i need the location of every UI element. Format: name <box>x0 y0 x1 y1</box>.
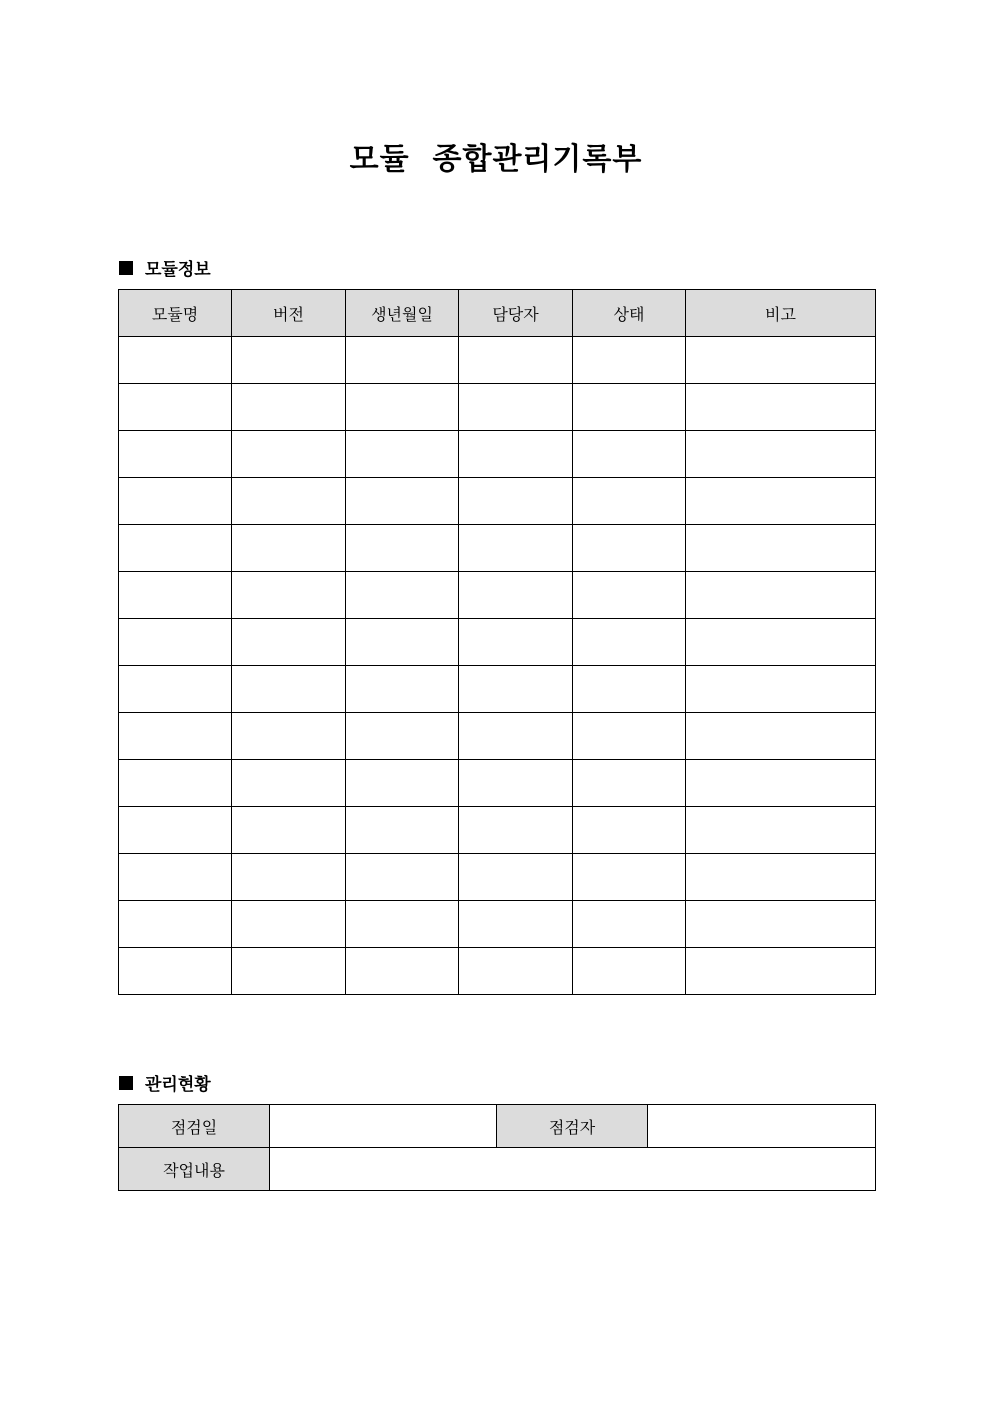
status-cell[interactable] <box>573 854 686 901</box>
birth-date-cell[interactable] <box>346 572 459 619</box>
column-header-birth-date: 생년월일 <box>346 290 459 337</box>
module-name-cell[interactable] <box>119 666 232 713</box>
section-heading-module-info <box>119 255 211 280</box>
black-square-bullet-icon <box>119 1076 133 1090</box>
version-cell[interactable] <box>232 384 346 431</box>
status-cell[interactable] <box>573 431 686 478</box>
manager-cell[interactable] <box>459 760 573 807</box>
module-name-cell[interactable] <box>119 854 232 901</box>
birth-date-cell[interactable] <box>346 901 459 948</box>
module-name-cell[interactable] <box>119 807 232 854</box>
version-cell[interactable] <box>232 431 346 478</box>
manager-cell[interactable] <box>459 666 573 713</box>
status-cell[interactable] <box>573 948 686 995</box>
remarks-cell[interactable] <box>686 384 876 431</box>
inspector-label: 점검자 <box>497 1105 648 1148</box>
remarks-cell[interactable] <box>686 901 876 948</box>
status-cell[interactable] <box>573 901 686 948</box>
birth-date-cell[interactable] <box>346 713 459 760</box>
manager-cell[interactable] <box>459 948 573 995</box>
inspection-date-label: 점검일 <box>119 1105 270 1148</box>
version-cell[interactable] <box>232 713 346 760</box>
table-row <box>119 384 876 431</box>
remarks-cell[interactable] <box>686 713 876 760</box>
status-cell[interactable] <box>573 713 686 760</box>
column-header-manager: 담당자 <box>459 290 573 337</box>
manager-cell[interactable] <box>459 807 573 854</box>
status-cell[interactable] <box>573 760 686 807</box>
section-heading-label: 모듈정보 <box>145 260 211 280</box>
table-row <box>119 478 876 525</box>
section-heading-label: 관리현황 <box>145 1075 211 1095</box>
remarks-cell[interactable] <box>686 478 876 525</box>
table-row <box>119 525 876 572</box>
manager-cell[interactable] <box>459 854 573 901</box>
column-header-version: 버전 <box>232 290 346 337</box>
remarks-cell[interactable] <box>686 619 876 666</box>
module-name-cell[interactable] <box>119 572 232 619</box>
column-header-status: 상태 <box>573 290 686 337</box>
table-row <box>119 807 876 854</box>
status-cell[interactable] <box>573 525 686 572</box>
column-header-remarks: 비고 <box>686 290 876 337</box>
manager-cell[interactable] <box>459 901 573 948</box>
version-cell[interactable] <box>232 337 346 384</box>
module-name-cell[interactable] <box>119 619 232 666</box>
module-name-cell[interactable] <box>119 384 232 431</box>
birth-date-cell[interactable] <box>346 807 459 854</box>
table-row <box>119 619 876 666</box>
manager-cell[interactable] <box>459 619 573 666</box>
version-cell[interactable] <box>232 807 346 854</box>
birth-date-cell[interactable] <box>346 619 459 666</box>
module-name-cell[interactable] <box>119 525 232 572</box>
module-name-cell[interactable] <box>119 760 232 807</box>
management-status-table <box>118 1104 876 1191</box>
status-cell[interactable] <box>573 478 686 525</box>
birth-date-cell[interactable] <box>346 337 459 384</box>
table-row <box>119 572 876 619</box>
table-row <box>119 760 876 807</box>
table-header-row <box>119 290 876 337</box>
inspector-field[interactable] <box>648 1105 876 1148</box>
birth-date-cell[interactable] <box>346 854 459 901</box>
table-row <box>119 431 876 478</box>
version-cell[interactable] <box>232 666 346 713</box>
manager-cell[interactable] <box>459 384 573 431</box>
birth-date-cell[interactable] <box>346 478 459 525</box>
version-cell[interactable] <box>232 619 346 666</box>
remarks-cell[interactable] <box>686 337 876 384</box>
remarks-cell[interactable] <box>686 525 876 572</box>
module-name-cell[interactable] <box>119 478 232 525</box>
remarks-cell[interactable] <box>686 854 876 901</box>
status-cell[interactable] <box>573 666 686 713</box>
manager-cell[interactable] <box>459 478 573 525</box>
version-cell[interactable] <box>232 760 346 807</box>
work-content-field[interactable] <box>270 1148 876 1191</box>
table-row <box>119 1105 876 1148</box>
work-content-label: 작업내용 <box>119 1148 270 1191</box>
inspection-date-field[interactable] <box>270 1105 497 1148</box>
status-cell[interactable] <box>573 384 686 431</box>
module-info-table <box>118 289 876 995</box>
table-row <box>119 337 876 384</box>
table-row <box>119 713 876 760</box>
remarks-cell[interactable] <box>686 431 876 478</box>
manager-cell[interactable] <box>459 525 573 572</box>
version-cell[interactable] <box>232 854 346 901</box>
birth-date-cell[interactable] <box>346 431 459 478</box>
version-cell[interactable] <box>232 525 346 572</box>
table-row <box>119 948 876 995</box>
birth-date-cell[interactable] <box>346 525 459 572</box>
module-name-cell[interactable] <box>119 713 232 760</box>
version-cell[interactable] <box>232 948 346 995</box>
birth-date-cell[interactable] <box>346 384 459 431</box>
black-square-bullet-icon <box>119 261 133 275</box>
birth-date-cell[interactable] <box>346 666 459 713</box>
remarks-cell[interactable] <box>686 760 876 807</box>
manager-cell[interactable] <box>459 431 573 478</box>
remarks-cell[interactable] <box>686 666 876 713</box>
document-title: 모듈 종합관리기록부 <box>349 142 643 177</box>
status-cell[interactable] <box>573 807 686 854</box>
table-row <box>119 666 876 713</box>
manager-cell[interactable] <box>459 337 573 384</box>
table-row <box>119 1148 876 1191</box>
birth-date-cell[interactable] <box>346 760 459 807</box>
remarks-cell[interactable] <box>686 948 876 995</box>
manager-cell[interactable] <box>459 572 573 619</box>
module-name-cell[interactable] <box>119 948 232 995</box>
module-name-cell[interactable] <box>119 337 232 384</box>
module-name-cell[interactable] <box>119 431 232 478</box>
module-name-cell[interactable] <box>119 901 232 948</box>
status-cell[interactable] <box>573 619 686 666</box>
birth-date-cell[interactable] <box>346 948 459 995</box>
table-row <box>119 901 876 948</box>
remarks-cell[interactable] <box>686 807 876 854</box>
table-row <box>119 854 876 901</box>
version-cell[interactable] <box>232 901 346 948</box>
status-cell[interactable] <box>573 572 686 619</box>
remarks-cell[interactable] <box>686 572 876 619</box>
column-header-module-name: 모듈명 <box>119 290 232 337</box>
manager-cell[interactable] <box>459 713 573 760</box>
status-cell[interactable] <box>573 337 686 384</box>
version-cell[interactable] <box>232 572 346 619</box>
section-heading-management <box>119 1070 211 1095</box>
version-cell[interactable] <box>232 478 346 525</box>
